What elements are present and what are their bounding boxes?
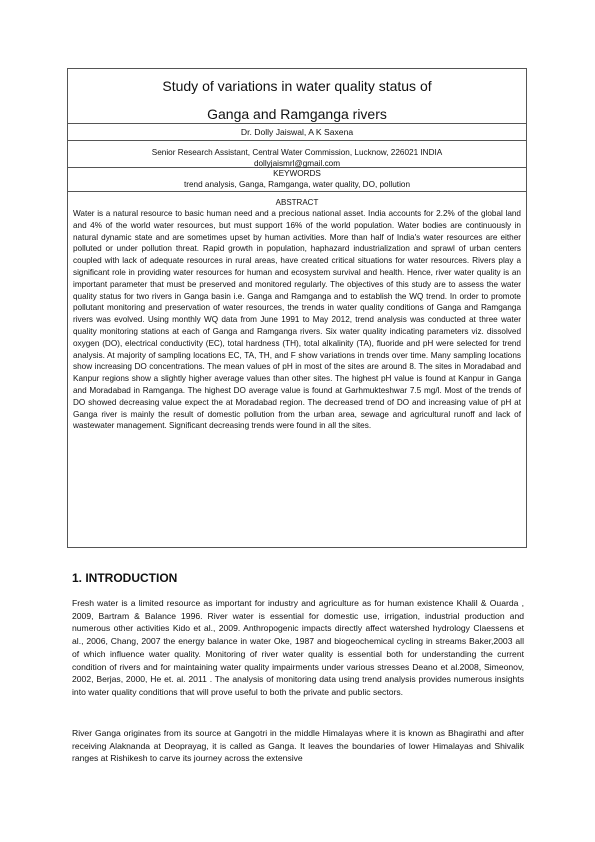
section-heading-introduction: 1. INTRODUCTION [72,571,178,585]
intro-paragraph-2: River Ganga originates from its source at Gangotri in the middle Himalayas where it is known as Bhagirathi and after receiving Alaknanda at Deoprayag, it is called as Ganga. It leaves the boundaries of lower Himalayas and Shivalik ranges at Rishikesh to carve its journey across the extensive [72,728,524,764]
keywords-block [68,168,526,192]
paper-title-line-1: Study of variations in water quality status of [162,78,432,94]
email: dollyjaismrl@gmail.com [253,159,341,168]
title-block-frame [67,68,527,548]
abstract-text: Water is a natural resource to basic human need and a precious national asset. India accounts for 2.2% of the global land and 4% of the world water resources, but must support 16% of the world population. Water bodies are continuously in natural dynamic state and are sometimes upset by human activities. More than half of India's water resources are either polluted or under pollution threat. Rapid growth in population, haphazard industrialization and sprawl of urban centers coupled with lack of adequate resources in rural areas, have created critical situations for water resources. Rivers play a significant role in providing water resources for human and ecosystem survival and health. Hence, river water quality is an important parameter that must be preserved and monitored regularly. The objectives of this study are to assess the water quality status for two rivers in Ganga basin i.e. Ganga and Ramganga and to establish the WQ trend. In order to promote pollutant monitoring and preservation of water resources, the trends in water quality conditions of Ganga and Ramganga rivers was evolved. Using monthly WQ data from June 1991 to May 2012, trend analysis was conducted at three water quality monitoring stations at each of Ganga and Ramganga rivers. Six water quality indicating parameters viz. dissolved oxygen (DO), electrical conductivity (EC), total hardness (TH), total alkalinity (TA), fluoride and pH were selected for trend analysis. At majority of sampling locations EC, TA, TH, and F show variations in trends over time. Many sampling locations show increasing DO concentrations. The mean values of pH in most of the sites are around 8. The sites in Moradabad and Kanpur regions show a slightly higher average values than other sites. The highest pH value is found at Kanpur in Ganga and Moradabad in Ramganga. The highest DO average value is found at Garhmukteshwar 7.5 mg/l. Most of the trends of DO showed decreasing value expect the at Moradabad region. The decreased trend of DO and increasing value of pH at Ganga river is mainly the result of domestic pollution from the urban area, sewage and agricultural runoff and lack of wastewater management. Significant decreasing trends were found in all the sites. [73,209,521,431]
affiliation-block [68,141,526,168]
intro-paragraph-1: Fresh water is a limited resource as important for industry and agriculture as for human existence Khalil & Ouarda , 2009, Bartram & Balance 1996. River water is essential for domestic use, irrigation, industrial production and numerous other activities Kido et al., 2009. Anthropogenic impacts directly affect watershed hydrology Claessens et al., 2006, Chang, 2007 the energy balance in water Oke, 1987 and biogeochemical cycling in streams Baker,2003 all of which influence water quality. Monitoring of river water quality is essential both for understanding the current condition of rivers and for maintaining water quality impairments under various stresses Deano et al.2008, Simeonov, 2002, Berjas, 2000, He et. al. 2011 . The analysis of monitoring data using trend analysis provides numerous insights into water quality conditions that will prove useful to both the private and public sectors. [72,598,524,697]
abstract-block [68,192,526,432]
paper-title-line-2: Ganga and Ramganga rivers [207,106,387,122]
authors: Dr. Dolly Jaiswal, A K Saxena [68,124,526,141]
keywords-heading: KEYWORDS [273,169,321,178]
keywords: trend analysis, Ganga, Ramganga, water quality, DO, pollution [183,179,411,189]
affiliation: Senior Research Assistant, Central Water Commission, Lucknow, 226021 INDIA [151,148,443,157]
abstract-heading: ABSTRACT [275,198,319,207]
title-row [68,69,526,124]
